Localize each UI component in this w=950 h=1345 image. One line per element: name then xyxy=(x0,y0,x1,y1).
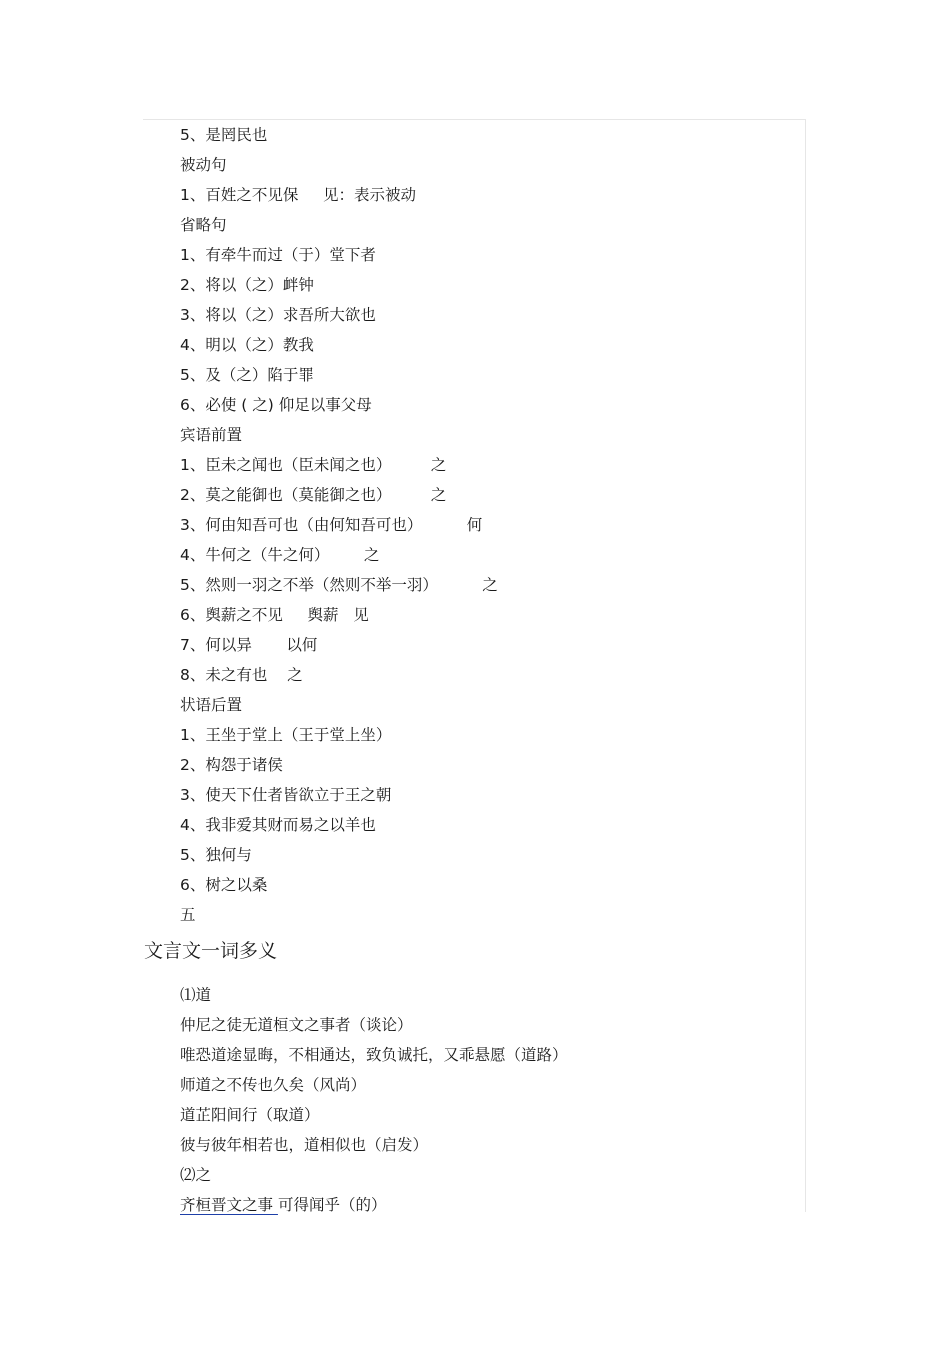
text-line-last xyxy=(180,1195,386,1215)
underlined-phrase: 齐桓晋文之事 xyxy=(180,1196,278,1214)
text-line: 被动句 xyxy=(180,156,227,174)
text-line: 2、莫之能御也（莫能御之也） 之 xyxy=(180,486,447,504)
text-line: 4、我非爱其财而易之以羊也 xyxy=(180,816,376,834)
text-line: 彼与彼年相若也，道相似也（启发） xyxy=(180,1136,429,1154)
text-line: 状语后置 xyxy=(180,696,243,714)
line-remainder: 可得闻乎（的） xyxy=(277,1196,387,1214)
text-line: 仲尼之徒无道桓文之事者（谈论） xyxy=(180,1016,413,1034)
text-line: 道芷阳间行（取道） xyxy=(180,1106,320,1124)
text-line: ⑵之 xyxy=(180,1166,212,1184)
section-heading: 文言文一词多义 xyxy=(144,940,278,962)
text-line: 5、及（之）陷于罪 xyxy=(180,366,314,384)
text-line: 1、有牵牛而过（于）堂下者 xyxy=(180,246,376,264)
text-line: 4、牛何之（牛之何） 之 xyxy=(180,546,380,564)
text-line: 1、臣未之闻也（臣未闻之也） 之 xyxy=(180,456,447,474)
text-line: 6、舆薪之不见 舆薪 见 xyxy=(180,606,369,624)
text-line: 2、构怨于诸侯 xyxy=(180,756,283,774)
text-line: 3、将以（之）求吾所大欲也 xyxy=(180,306,376,324)
text-line: ⑴道 xyxy=(180,986,212,1004)
text-line: 1、百姓之不见保 见：表示被动 xyxy=(180,186,416,204)
text-line: 五 xyxy=(180,906,196,924)
text-line: 5、然则一羽之不举（然则不举一羽） 之 xyxy=(180,576,498,594)
text-line: 5、是罔民也 xyxy=(180,126,268,144)
text-line: 师道之不传也久矣（风尚） xyxy=(180,1076,367,1094)
text-line: 唯恐道途显晦，不相通达，致负诚托，又乖悬愿（道路） xyxy=(180,1046,568,1064)
text-line: 省略句 xyxy=(180,216,227,234)
text-line: 8、未之有也 之 xyxy=(180,666,303,684)
text-line: 宾语前置 xyxy=(180,426,243,444)
text-line: 3、何由知吾可也（由何知吾可也） 何 xyxy=(180,516,483,534)
text-line: 3、使天下仕者皆欲立于王之朝 xyxy=(180,786,392,804)
text-line: 6、树之以桑 xyxy=(180,876,268,894)
text-line: 2、将以（之）衅钟 xyxy=(180,276,314,294)
text-line: 6、必使 ( 之) 仰足以事父母 xyxy=(180,396,372,414)
text-line: 5、独何与 xyxy=(180,846,252,864)
text-line: 4、明以（之）教我 xyxy=(180,336,314,354)
text-line: 1、王坐于堂上（王于堂上坐） xyxy=(180,726,392,744)
text-line: 7、何以异 以何 xyxy=(180,636,318,654)
